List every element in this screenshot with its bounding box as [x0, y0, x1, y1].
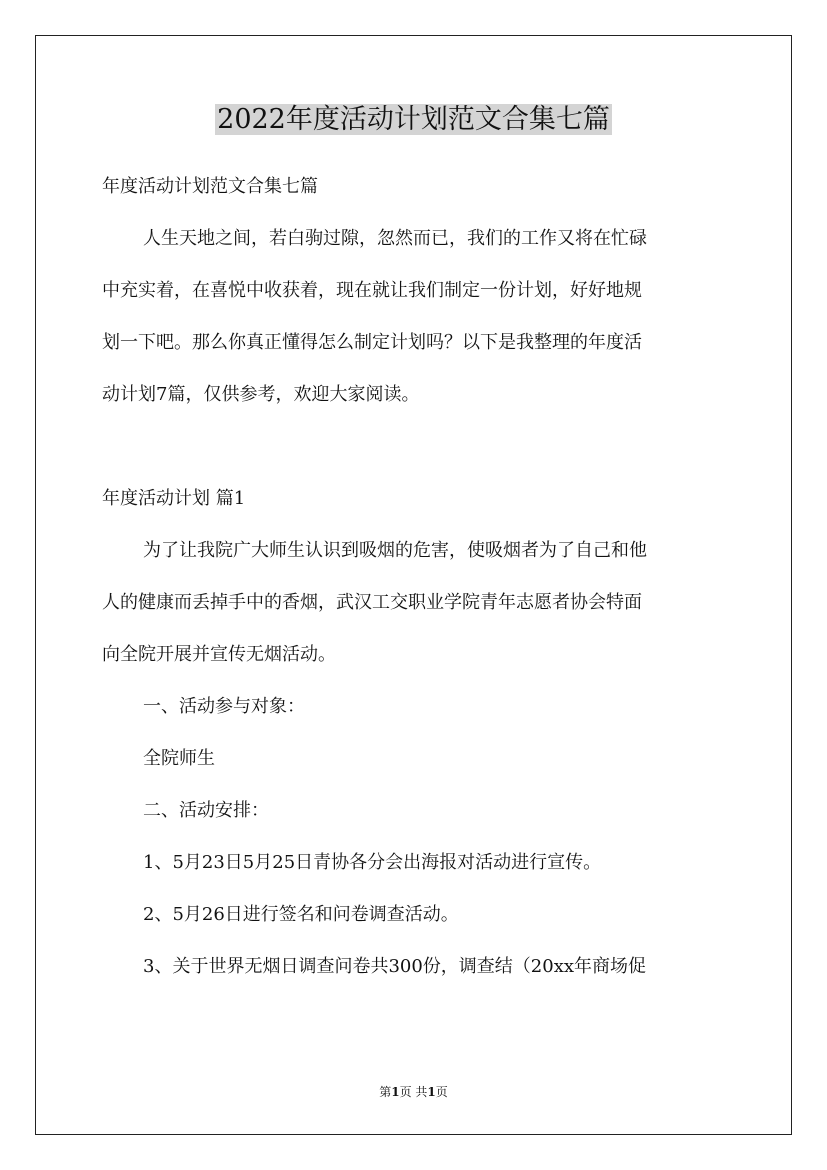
- page-label-suffix: 页: [435, 1085, 448, 1099]
- document-body: [102, 173, 727, 981]
- page-number: 1: [391, 1085, 400, 1099]
- item-value: 全院师生: [143, 748, 215, 769]
- intro-line: 划一下吧。那么你真正懂得怎么制定计划吗？以下是我整理的年度活: [102, 332, 642, 353]
- item-label: 二、活动安排：: [143, 800, 269, 821]
- document-title: [0, 102, 827, 138]
- intro-line: 动计划7篇，仅供参考，欢迎大家阅读。: [102, 384, 420, 405]
- intro-paragraph: [102, 225, 727, 409]
- step-item: 1、5月23日5月25日青协各分会出海报对活动进行宣传。: [143, 852, 602, 873]
- section-line: 向全院开展并宣传无烟活动。: [102, 644, 336, 665]
- section-line: 为了让我院广大师生认识到吸烟的危害，使吸烟者为了自己和他: [143, 540, 647, 561]
- step-item: 2、5月26日进行签名和问卷调查活动。: [143, 904, 459, 925]
- section-heading: 年度活动计划 篇1: [102, 488, 246, 509]
- page-label-prefix: 第: [379, 1085, 392, 1099]
- page-total: 1: [427, 1085, 436, 1099]
- section-line: 人的健康而丢掉手中的香烟，武汉工交职业学院青年志愿者协会特面: [102, 592, 642, 613]
- document-subtitle: 年度活动计划范文合集七篇: [102, 176, 318, 197]
- step-item: 3、关于世界无烟日调查问卷共300份，调查结（20xx年商场促: [143, 956, 647, 977]
- page-footer: [0, 1084, 827, 1100]
- intro-line: 人生天地之间，若白驹过隙，忽然而已，我们的工作又将在忙碌: [143, 228, 647, 249]
- intro-line: 中充实着，在喜悦中收获着，现在就让我们制定一份计划，好好地规: [102, 280, 642, 301]
- document-title-text: 2022年度活动计划范文合集七篇: [217, 104, 610, 135]
- page-label-mid: 页 共: [399, 1085, 428, 1099]
- item-label: 一、活动参与对象：: [143, 696, 305, 717]
- section-paragraph: [102, 537, 727, 669]
